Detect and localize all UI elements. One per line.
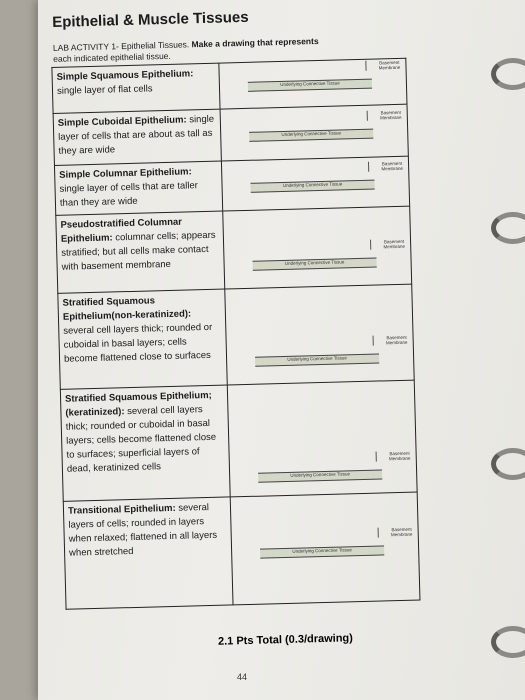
tissue-description: Transitional Epithelium: several layers of cells; rounded in layers when relaxed; flattened in all layers when stretched xyxy=(63,497,233,609)
table-row xyxy=(53,104,408,165)
tissue-description: Stratified Squamous Epithelium(non-keratinized): several cell layers thick; rounded or cuboidal in basal layers; cells become flattened close to surfaces xyxy=(58,289,227,389)
drawing-area[interactable] xyxy=(221,156,409,211)
tissue-diagram: Underlying Connective Tissue Basement Membrane xyxy=(258,467,416,487)
points-total: 2.1 Pts Total (0.3/drawing) xyxy=(217,632,354,648)
page-number: 44 xyxy=(237,672,248,682)
table-row xyxy=(58,284,414,389)
table-row xyxy=(60,380,417,501)
table-row xyxy=(56,206,412,293)
tissue-diagram: Underlying Connective Tissue Basement Membrane xyxy=(252,255,410,275)
tissue-diagram: Underlying Connective Tissue Basement Membrane xyxy=(248,76,406,96)
tissue-table xyxy=(51,58,420,610)
tissue-diagram: Underlying Connective Tissue Basement Membrane xyxy=(250,177,408,197)
tissue-description: Simple Cuboidal Epithelium: single layer of cells that are about as tall as they are wide xyxy=(53,109,221,165)
binder-ring-icon xyxy=(491,626,525,658)
tissue-description: Simple Squamous Epithelium: single layer of flat cells xyxy=(52,63,220,113)
table-row xyxy=(63,492,420,609)
binder-ring-icon xyxy=(491,448,525,480)
drawing-area[interactable] xyxy=(227,380,417,497)
drawing-area[interactable] xyxy=(220,104,408,161)
tissue-description: Simple Columnar Epithelium: single layer of cells that are taller than they are wide xyxy=(54,161,222,215)
tissue-diagram: Underlying Connective Tissue Basement Membrane xyxy=(260,543,418,563)
tissue-description: Pseudostratified Columnar Epithelium: columnar cells; appears stratified; but all cells make contact with basement membrane xyxy=(56,211,225,293)
page-title: Epithelial & Muscle Tissues xyxy=(51,8,249,31)
binder-ring-icon xyxy=(491,58,525,90)
activity-instruction-cont: each indicated epithelial tissue. xyxy=(53,50,171,64)
drawing-area[interactable] xyxy=(219,58,407,109)
binder-ring-icon xyxy=(491,212,525,244)
activity-instruction: Make a drawing that represents xyxy=(189,35,319,50)
drawing-area[interactable] xyxy=(230,492,420,605)
tissue-diagram: Underlying Connective Tissue Basement Membrane xyxy=(255,351,413,371)
drawing-area[interactable] xyxy=(223,206,412,289)
tissue-description: Stratified Squamous Epithelium; (keratinized): several cell layers thick; rounded or cuboidal in basal layers; cells become flattened close to surfaces; superficial layers of dead, keratinized cells xyxy=(60,385,230,501)
worksheet-content xyxy=(50,3,475,610)
table-row xyxy=(54,156,409,215)
tissue-diagram: Underlying Connective Tissue Basement Membrane xyxy=(249,126,407,146)
activity-label: LAB ACTIVITY 1- Epithelial Tissues. xyxy=(52,39,190,53)
drawing-area[interactable] xyxy=(225,284,414,385)
